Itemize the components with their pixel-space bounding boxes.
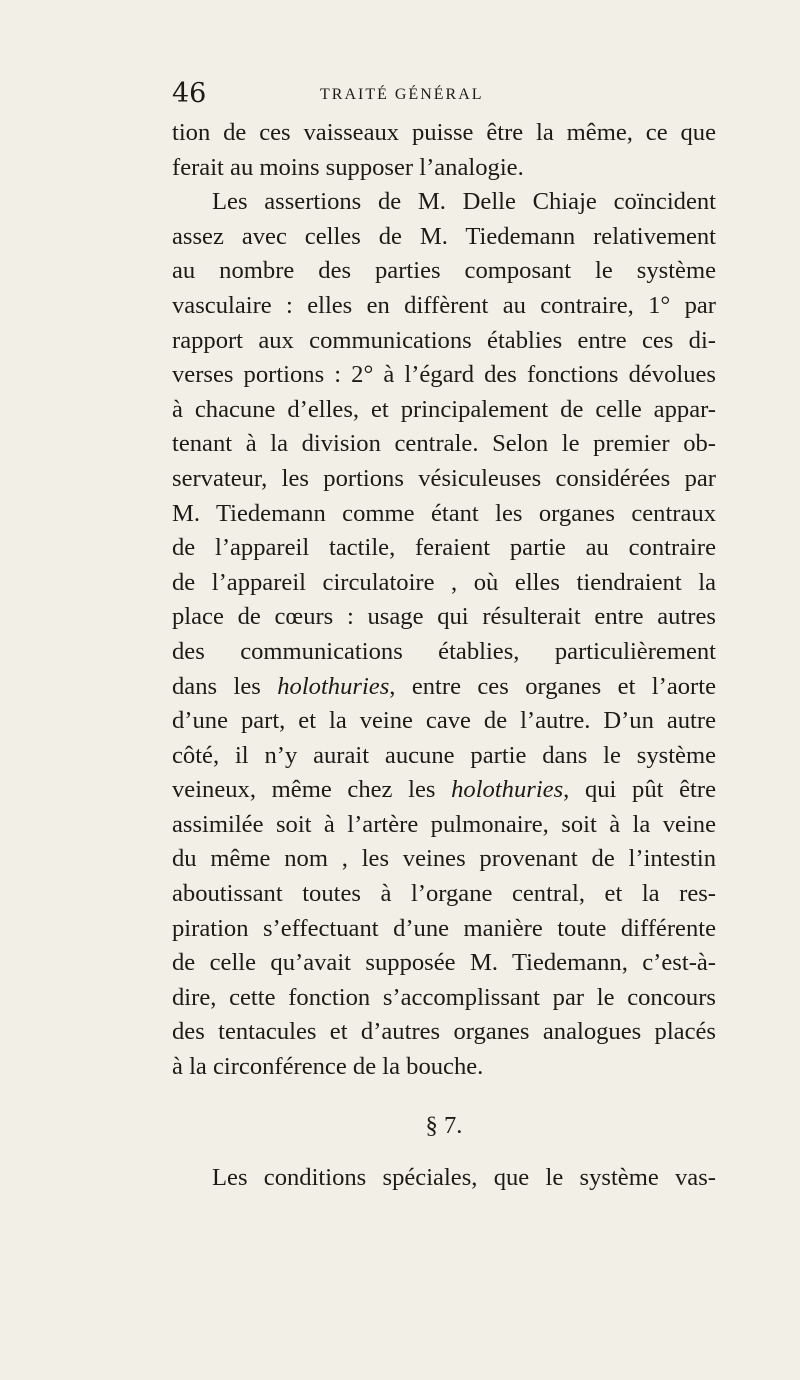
text-line: place de cœurs : usage qui résulterait entre autres <box>172 603 716 631</box>
text-line: assez avec celles de M. Tiedemann relativement <box>172 222 716 250</box>
section-heading: § 7. <box>425 1111 463 1139</box>
text-segment: dans les <box>172 672 261 700</box>
text-line: de celle qu’avait supposée M. Tiedemann, c’est-à- <box>172 949 716 977</box>
text-line: ferait au moins supposer l’analogie. <box>172 153 524 181</box>
body-text <box>172 116 716 1196</box>
text-line: de l’appareil circulatoire , où elles tiendraient la <box>172 568 716 596</box>
italic-term: holothuries <box>451 776 564 804</box>
text-line: vasculaire : elles en diffèrent au contraire, 1° par <box>172 291 716 319</box>
text-line: des communications établies, particulièrement <box>172 637 716 665</box>
text-line: dire, cette fonction s’accomplissant par le concours <box>172 983 716 1011</box>
text-line: d’une part, et la veine cave de l’autre. D’un autre <box>172 707 716 735</box>
text-line: M. Tiedemann comme étant les organes centraux <box>172 499 716 527</box>
running-head: TRAITÉ GÉNÉRAL <box>320 86 484 103</box>
text-line: rapport aux communications établies entre ces di- <box>172 326 716 354</box>
text-line: assimilée soit à l’artère pulmonaire, soit à la veine <box>172 810 716 838</box>
text-line: tenant à la division centrale. Selon le premier ob- <box>172 430 716 458</box>
page-header <box>172 78 712 118</box>
text-line: des tentacules et d’autres organes analogues placés <box>172 1018 716 1046</box>
text-line: côté, il n’y aurait aucune partie dans le système <box>172 741 716 769</box>
text-line: à chacune d’elles, et principalement de celle appar- <box>172 395 716 423</box>
text-line: verses portions : 2° à l’égard des fonctions dévolues <box>172 361 716 389</box>
text-line: tion de ces vaisseaux puisse être la même, ce que <box>172 119 716 146</box>
text-line <box>172 670 716 705</box>
text-line: servateur, les portions vésiculeuses considérées par <box>172 464 716 492</box>
text-segment: , qui pût être <box>563 776 716 804</box>
page-number: 46 <box>172 78 207 109</box>
text-line: aboutissant toutes à l’organe central, et la res- <box>172 880 716 908</box>
text-line: à la circonférence de la bouche. <box>172 1053 484 1081</box>
text-line <box>172 773 716 808</box>
text-line: de l’appareil tactile, feraient partie au contraire <box>172 534 716 562</box>
text-line: au nombre des parties composant le système <box>172 257 716 285</box>
text-line: piration s’effectuant d’une manière toute différente <box>172 914 716 942</box>
text-line: Les conditions spéciales, que le système vas- <box>212 1164 716 1192</box>
text-line: du même nom , les veines provenant de l’intestin <box>172 845 716 873</box>
text-line: Les assertions de M. Delle Chiaje coïncident <box>212 188 716 216</box>
italic-term: holothuries <box>277 672 390 700</box>
text-segment: veineux, même chez les <box>172 776 436 804</box>
text-segment: , entre ces organes et l’aorte <box>389 672 716 700</box>
